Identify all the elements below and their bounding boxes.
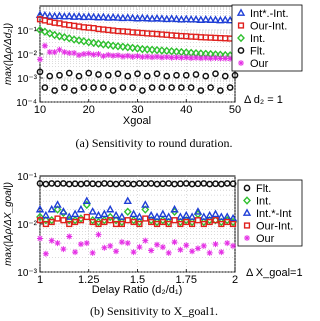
y-tick-label: 10⁻¹	[17, 172, 37, 183]
data-point	[60, 246, 66, 252]
data-point	[37, 56, 43, 62]
y-axis-label: max(|Δρ/Δd₂|)	[3, 22, 14, 86]
data-point	[61, 49, 67, 55]
data-point	[42, 43, 48, 49]
data-point	[224, 240, 230, 246]
data-point	[144, 54, 150, 60]
legend	[232, 5, 302, 71]
data-point	[130, 54, 136, 60]
y-tick-label: 10⁻²	[17, 50, 37, 61]
annotation-delta-d2: Δ d₂ = 1	[244, 94, 283, 106]
data-point	[90, 250, 96, 256]
legend-label: Our	[256, 233, 275, 245]
data-point	[125, 240, 131, 246]
chart-xgoal	[3, 172, 303, 318]
legend-label: Flt.	[256, 183, 272, 195]
data-point	[218, 249, 224, 255]
x-tick-label: 40	[180, 104, 193, 116]
x-axis-label: Delay Ratio (d₂/d₁)	[91, 284, 183, 296]
data-point	[43, 251, 49, 257]
y-tick-label: 10⁻²	[17, 220, 37, 231]
legend-marker	[244, 235, 250, 241]
data-point	[81, 51, 87, 57]
data-point	[115, 52, 121, 58]
data-point	[164, 54, 170, 60]
data-point	[49, 238, 55, 244]
data-point	[160, 244, 166, 250]
x-tick-label: 2	[231, 274, 239, 286]
chart-round-duration	[3, 5, 302, 150]
caption-b: (b) Sensitivity to X_goal1.	[90, 304, 218, 318]
data-point	[135, 53, 141, 59]
data-point	[78, 241, 84, 247]
data-point	[189, 248, 195, 254]
data-point	[113, 248, 119, 254]
caption-a: (a) Sensitivity to round duration.	[75, 136, 233, 150]
data-point	[177, 247, 183, 253]
x-tick-label: 1.5	[129, 274, 146, 286]
data-point	[183, 242, 189, 248]
legend-label: Int.	[256, 195, 272, 208]
y-tick-label: 10⁻⁴	[16, 98, 37, 109]
legend-label: Our	[250, 58, 269, 70]
x-tick-label: 1.25	[78, 274, 100, 286]
data-point	[148, 248, 154, 254]
data-point	[66, 233, 72, 239]
data-point	[213, 241, 219, 247]
data-point	[91, 52, 97, 58]
y-tick-label: 10⁻³	[17, 74, 37, 85]
x-tick-label: 30	[131, 104, 144, 116]
legend-marker	[238, 60, 244, 66]
data-point	[76, 52, 82, 58]
legend-label: Int*.-Int.	[250, 8, 289, 20]
data-point	[72, 249, 78, 255]
data-point	[37, 235, 43, 241]
data-point	[119, 239, 125, 245]
legend-label: Our-Int.	[250, 20, 288, 33]
y-tick-label: 10⁻³	[17, 268, 37, 279]
data-point	[125, 53, 131, 59]
legend-label: Flt.	[250, 45, 266, 58]
data-point	[166, 250, 172, 256]
data-point	[101, 245, 107, 251]
legend-label: Int.	[250, 33, 266, 45]
legend	[238, 180, 302, 246]
data-point	[154, 54, 160, 60]
data-point	[142, 238, 148, 244]
y-tick-label: 10⁻¹	[17, 26, 37, 37]
x-tick-label: 1	[36, 274, 44, 286]
data-point	[55, 240, 61, 246]
data-point	[107, 243, 113, 249]
data-point	[84, 240, 90, 246]
x-tick-label: 50	[228, 104, 242, 116]
data-point	[96, 232, 102, 238]
data-point	[172, 239, 178, 245]
x-axis-label: Xgoal	[122, 115, 152, 127]
data-point	[100, 53, 106, 59]
data-point	[183, 54, 189, 60]
legend-label: Our-Int.	[256, 220, 294, 233]
data-point	[131, 249, 137, 255]
data-point	[154, 242, 160, 248]
x-tick-label: 10	[33, 104, 47, 116]
data-point	[136, 244, 142, 250]
x-tick-label: 20	[82, 104, 95, 116]
data-point	[230, 243, 236, 249]
y-axis-label: max(|Δρ/ΔX_goal|)	[3, 182, 14, 266]
annotation-delta-xgoal: Δ X_goal=1	[246, 267, 303, 279]
data-point	[201, 243, 207, 249]
data-point	[207, 250, 213, 256]
x-tick-label: 1.75	[175, 274, 197, 286]
data-point	[105, 52, 111, 58]
data-point	[120, 53, 126, 59]
data-point	[195, 245, 201, 251]
legend-label: Int.*-Int	[256, 208, 292, 220]
data-point	[86, 50, 92, 56]
